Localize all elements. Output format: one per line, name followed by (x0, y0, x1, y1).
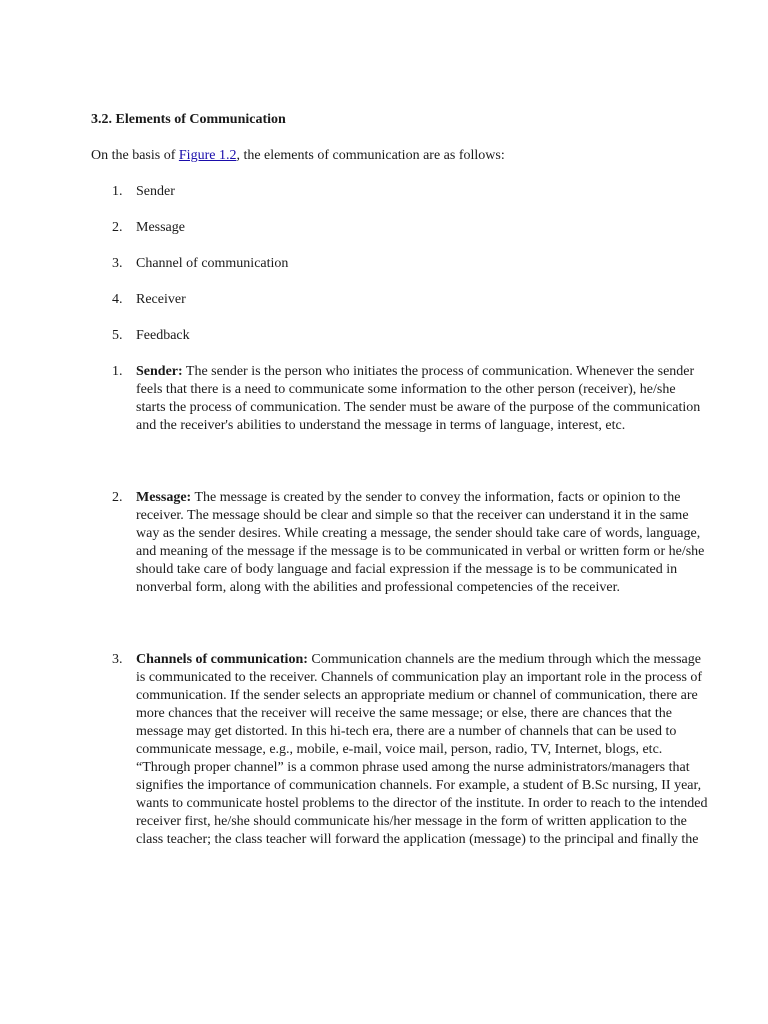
list-item (91, 255, 708, 273)
list-item (91, 291, 708, 309)
detail-item-message (91, 489, 708, 597)
detail-item-channels (91, 651, 708, 849)
list-item-text: Feedback (136, 328, 190, 343)
elements-list (91, 183, 708, 345)
list-number: 3. (112, 652, 123, 667)
detail-item-sender (91, 363, 708, 435)
list-item-text: Sender (136, 184, 175, 199)
detail-text: Communication channels are the medium through which the message is communicated to the receiver. Channels of communication play an important role in the process of communication. If the sender selects an appropriate medium or channel of communication, there are more chances that the receiver will receive the same message; or else, there are chances that the message may get distorted. In this hi-tech era, there are a number of channels that can be used to communicate message, e.g., mobile, e-mail, voice mail, person, radio, TV, Internet, blogs, etc. “Through proper channel” is a common phrase used among the nurse administrators/managers that signifies the importance of communication channels. For example, a student of B.Sc nursing, II year, wants to communicate hostel problems to the director of the institute. In order to reach to the intended receiver first, he/she should communicate his/her message in the form of written application to the class teacher; the class teacher will forward the application (message) to the principal and finally the (136, 652, 708, 847)
list-number: 2. (112, 220, 123, 235)
detail-text: The message is created by the sender to convey the information, facts or opinion to the receiver. The message should be clear and simple so that the receiver can understand it in the same way as the sender desires. While creating a message, the sender should take care of words, language, and meaning of the message if the message is to be communicated in verbal or written form or he/she should take care of body language and facial expression if the message is to be communicated in nonverbal form, along with the abilities and professional competencies of the receiver. (136, 490, 705, 595)
intro-paragraph (91, 147, 708, 165)
list-item (91, 327, 708, 345)
list-item (91, 183, 708, 201)
list-item (91, 219, 708, 237)
detail-term: Sender: (136, 364, 183, 379)
intro-text-before: On the basis of (91, 148, 179, 163)
elements-detail-list (91, 363, 708, 849)
intro-text-after: , the elements of communication are as follows: (236, 148, 505, 163)
list-number: 5. (112, 328, 123, 343)
detail-term: Channels of communication: (136, 652, 308, 667)
list-number: 3. (112, 256, 123, 271)
section-heading: 3.2. Elements of Communication (91, 112, 286, 127)
list-item-text: Channel of communication (136, 256, 289, 271)
list-number: 1. (112, 364, 123, 379)
list-item-text: Receiver (136, 292, 186, 307)
detail-text: The sender is the person who initiates the process of communication. Whenever the sender feels that there is a need to communicate some information to the other person (receiver), he/she starts the process of communication. The sender must be aware of the purpose of the communication and the receiver's abilities to understand the message in terms of language, interest, etc. (136, 364, 701, 433)
list-number: 1. (112, 184, 123, 199)
figure-link[interactable]: Figure 1.2 (178, 148, 237, 163)
list-number: 4. (112, 292, 123, 307)
list-item-text: Message (136, 220, 185, 235)
list-number: 2. (112, 490, 123, 505)
detail-term: Message: (136, 490, 192, 505)
